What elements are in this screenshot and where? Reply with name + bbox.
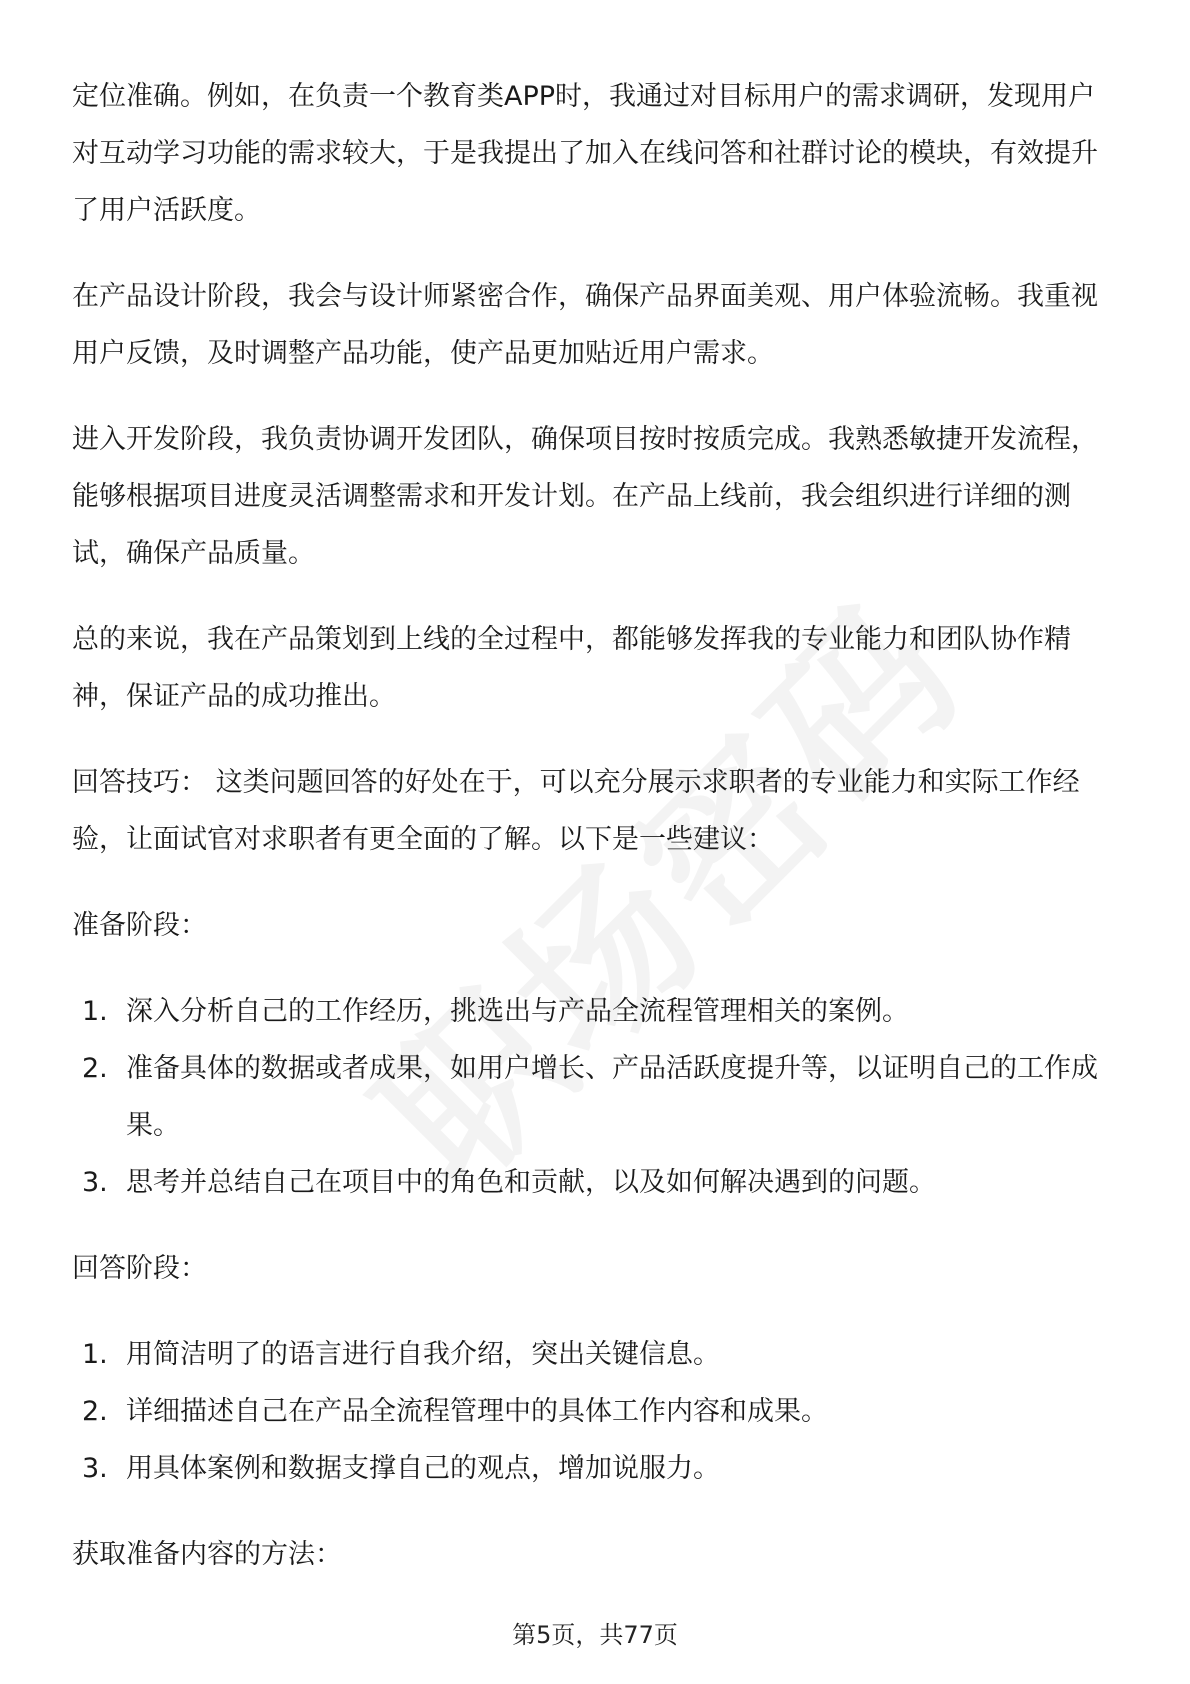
paragraph: 定位准确。例如，在负责一个教育类APP时，我通过对目标用户的需求调研，发现用户对互动学习功能的需求较大，于是我提出了加入在线问答和社群讨论的模块，有效提升了用户活跃度。 [72, 81, 1098, 226]
list-item [72, 1440, 1122, 1497]
paragraph: 总的来说，我在产品策划到上线的全过程中，都能够发挥我的专业能力和团队协作精神，保证产品的成功推出。 [72, 624, 1071, 712]
paragraph: 进入开发阶段，我负责协调开发团队，确保项目按时按质完成。我熟悉敏捷开发流程，能够根据项目进度灵活调整需求和开发计划。在产品上线前，我会组织进行详细的测试，确保产品质量。 [72, 424, 1098, 569]
answer-tips-paragraph: 回答技巧： 这类问题回答的好处在于，可以充分展示求职者的专业能力和实际工作经验，让面试官对求职者有更全面的了解。以下是一些建议： [72, 767, 1080, 855]
list-item [72, 983, 1122, 1040]
method-heading: 获取准备内容的方法： [72, 1539, 342, 1570]
list-item-text: 用具体案例和数据支撑自己的观点，增加说服力。 [126, 1453, 720, 1484]
list-item-text: 思考并总结自己在项目中的角色和贡献，以及如何解决遇到的问题。 [126, 1167, 936, 1198]
answer-list [72, 1326, 1122, 1497]
page-footer: 第5页，共77页 [512, 1621, 678, 1649]
list-item-text: 准备具体的数据或者成果，如用户增长、产品活跃度提升等，以证明自己的工作成果。 [126, 1053, 1098, 1141]
list-item-text: 深入分析自己的工作经历，挑选出与产品全流程管理相关的案例。 [126, 996, 909, 1027]
paragraph: 在产品设计阶段，我会与设计师紧密合作，确保产品界面美观、用户体验流畅。我重视用户反馈，及时调整产品功能，使产品更加贴近用户需求。 [72, 281, 1098, 369]
prep-list [72, 983, 1122, 1211]
list-number: 2. [82, 1396, 108, 1427]
list-number: 3. [82, 1453, 108, 1484]
list-item [72, 1154, 1122, 1211]
list-item-text: 详细描述自己在产品全流程管理中的具体工作内容和成果。 [126, 1396, 828, 1427]
list-item [72, 1040, 1122, 1154]
list-number: 1. [82, 1339, 108, 1370]
prep-heading: 准备阶段： [72, 910, 207, 941]
list-number: 2. [82, 1053, 108, 1084]
list-item [72, 1326, 1122, 1383]
list-number: 1. [82, 996, 108, 1027]
list-item [72, 1383, 1122, 1440]
list-item-text: 用简洁明了的语言进行自我介绍，突出关键信息。 [126, 1339, 720, 1370]
list-number: 3. [82, 1167, 108, 1198]
document-page [72, 68, 1122, 1612]
answer-heading: 回答阶段： [72, 1253, 207, 1284]
